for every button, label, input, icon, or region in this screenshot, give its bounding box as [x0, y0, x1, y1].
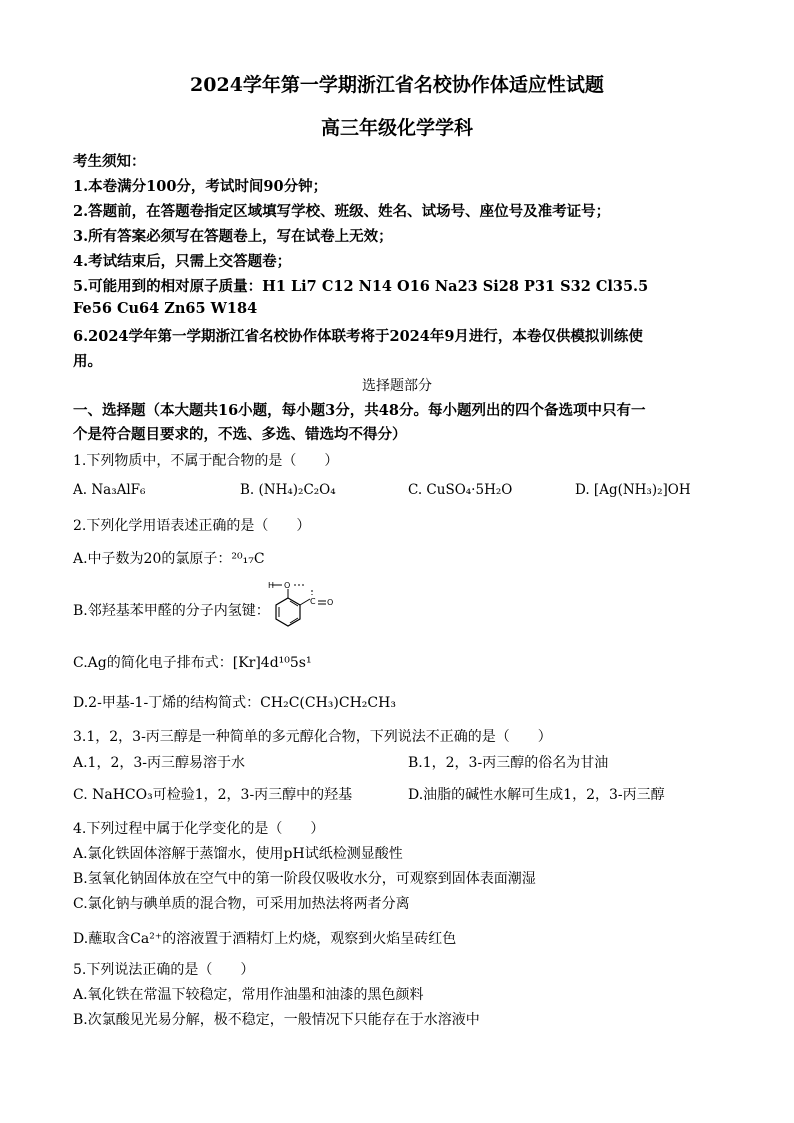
- question-3-option-a: A.1，2，3-丙三醇易溶于水: [73, 755, 246, 771]
- question-1-stem: 1.下列物质中，不属于配合物的是（ ）: [73, 453, 339, 469]
- question-1-option-b: B. (NH₄)₂C₂O₄: [240, 482, 336, 498]
- question-1-option-c: C. CuSO₄·5H₂O: [408, 482, 513, 498]
- question-2-option-c: C.Ag的简化电子排布式：[Kr]4d¹⁰5s¹: [73, 655, 312, 671]
- note-4: 4.考试结束后，只需上交答题卷；: [73, 253, 292, 270]
- note-5: 5.可能用到的相对原子质量：H1 Li7 C12 N14 O16 Na23 Si28 P31 S32 Cl35.5: [73, 278, 649, 295]
- question-3-option-c: C. NaHCO₃可检验1，2，3-丙三醇中的羟基: [73, 787, 353, 803]
- structure-label-o2: O: [327, 598, 334, 607]
- question-2-option-a: A.中子数为20的氯原子：²⁰₁₇C: [73, 551, 265, 567]
- question-4-stem: 4.下列过程中属于化学变化的是（ ）: [73, 821, 325, 837]
- question-5-stem: 5.下列说法正确的是（ ）: [73, 962, 255, 978]
- note-3: 3.所有答案必须写在答题卷上，写在试卷上无效；: [73, 228, 393, 245]
- part1-instructions: 一、选择题（本大题共16小题，每小题3分，共48分。每小题列出的四个备选项中只有一: [73, 402, 646, 419]
- note-1: 1.本卷满分100分，考试时间90分钟；: [73, 178, 328, 195]
- question-3-option-b: B.1，2，3-丙三醇的俗名为甘油: [408, 755, 609, 771]
- question-3-stem: 3.1，2，3-丙三醇是一种简单的多元醇化合物，下列说法不正确的是（ ）: [73, 729, 552, 745]
- structure-label-c: C: [310, 597, 316, 606]
- question-2-option-b: B.邻羟基苯甲醛的分子内氢键：: [73, 603, 270, 619]
- question-4-option-b: B.氢氧化钠固体放在空气中的第一阶段仅吸收水分，可观察到固体表面潮湿: [73, 871, 536, 887]
- note-2: 2.答题前，在答题卷指定区域填写学校、班级、姓名、试场号、座位号及准考证号；: [73, 203, 611, 220]
- question-5-option-a: A.氧化铁在常温下较稳定，常用作油墨和油漆的黑色颜料: [73, 987, 424, 1003]
- structure-label-h: H: [268, 581, 275, 590]
- question-2-stem: 2.下列化学用语表述正确的是（ ）: [73, 518, 311, 534]
- notes-heading: 考生须知：: [73, 153, 146, 170]
- note-6-cont: 用。: [73, 353, 102, 370]
- question-5-option-b: B.次氯酸见光易分解，极不稳定，一般情况下只能存在于水溶液中: [73, 1012, 480, 1028]
- question-4-option-d: D.蘸取含Ca²⁺的溶液置于酒精灯上灼烧，观察到火焰呈砖红色: [73, 931, 457, 947]
- question-2-option-d: D.2-甲基-1-丁烯的结构简式：CH₂C(CH₃)CH₂CH₃: [73, 695, 396, 711]
- structure-label-o1: O: [284, 581, 291, 590]
- question-1-option-d: D. [Ag(NH₃)₂]OH: [575, 482, 691, 498]
- exam-subtitle: 高三年级化学学科: [320, 117, 473, 139]
- question-1-option-a: A. Na₃AlF₆: [73, 482, 146, 498]
- question-3-option-d: D.油脂的碱性水解可生成1，2，3-丙三醇: [408, 787, 665, 803]
- note-6: 6.2024学年第一学期浙江省名校协作体联考将于2024年9月进行，本卷仅供模拟训练使: [73, 328, 643, 345]
- part1-instructions-cont: 个是符合题目要求的，不选、多选、错选均不得分）: [73, 426, 407, 443]
- question-4-option-c: C.氯化钠与碘单质的混合物，可采用加热法将两者分离: [73, 896, 410, 912]
- question-4-option-a: A.氯化铁固体溶解于蒸馏水，使用pH试纸检测显酸性: [73, 846, 403, 862]
- salicylaldehyde-structure: [268, 580, 338, 634]
- section-heading: 选择题部分: [362, 378, 432, 394]
- exam-title: 2024学年第一学期浙江省名校协作体适应性试题: [190, 74, 604, 96]
- note-5-cont: Fe56 Cu64 Zn65 W184: [73, 300, 258, 317]
